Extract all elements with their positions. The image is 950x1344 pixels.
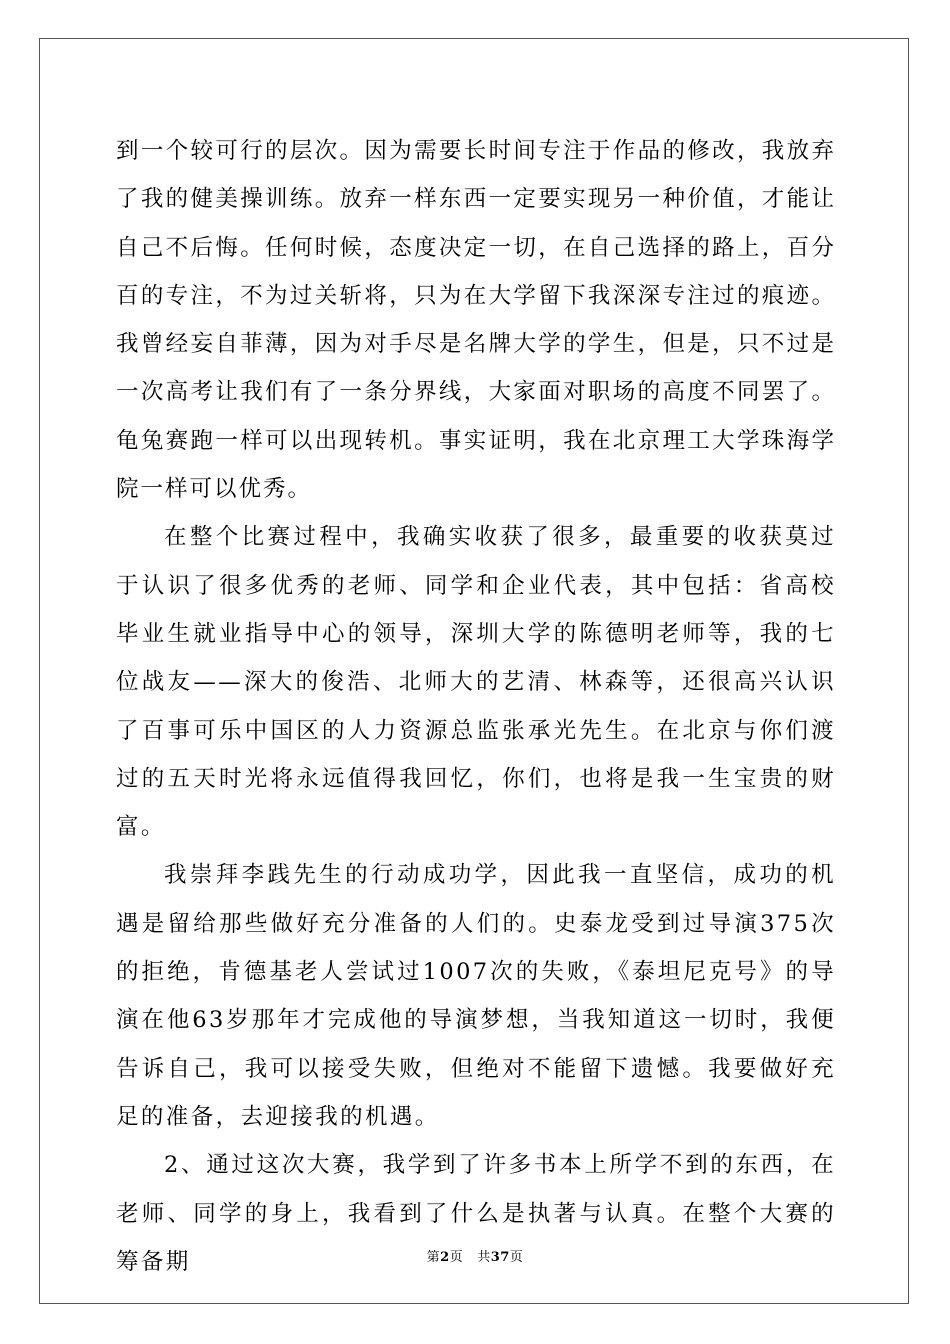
total-pages: 37 xyxy=(490,1250,510,1265)
paragraph-4: 2、通过这次大赛，我学到了许多书本上所学不到的东西，在老师、同学的身上，我看到了什么是执著与认真。在整个大赛的筹备期 xyxy=(116,1152,836,1275)
document-body xyxy=(116,127,836,1286)
total-prefix: 共 xyxy=(477,1250,491,1265)
paragraph-2: 在整个比赛过程中，我确实收获了很多，最重要的收获莫过于认识了很多优秀的老师、同学和企业代表，其中包括：省高校毕业生就业指导中心的领导，深圳大学的陈德明老师等，我的七位战友——深大的俊浩、北师大的艺清、林森等，还很高兴认识了百事可乐中国区的人力资源总监张承光先生。在北京与你们渡过的五天时光将永远值得我回忆，你们，也将是我一生宝贵的财富。 xyxy=(116,524,836,841)
page-number: 2 xyxy=(440,1250,450,1265)
page-suffix: 页 xyxy=(449,1250,464,1265)
total-suffix: 页 xyxy=(509,1250,524,1265)
paragraph-3: 我崇拜李践先生的行动成功学，因此我一直坚信，成功的机遇是留给那些做好充分准备的人们的。史泰龙受到过导演375次的拒绝，肯德基老人尝试过1007次的失败，《泰坦尼克号》的导演在他63岁那年才完成他的导演梦想，当我知道这一切时，我便告诉自己，我可以接受失败，但绝对不能留下遗憾。我要做好充足的准备，去迎接我的机遇。 xyxy=(116,862,836,1130)
page-prefix: 第 xyxy=(426,1250,441,1265)
paragraph-1: 到一个较可行的层次。因为需要长时间专注于作品的修改，我放弃了我的健美操训练。放弃一样东西一定要实现另一种价值，才能让自己不后悔。任何时候，态度决定一切，在自己选择的路上，百分百的专注，不为过关斩将，只为在大学留下我深深专注过的痕迹。我曾经妄自菲薄，因为对手尽是名牌大学的学生，但是，只不过是一次高考让我们有了一条分界线，大家面对职场的高度不同罢了。龟兔赛跑一样可以出现转机。事实证明，我在北京理工大学珠海学院一样可以优秀。 xyxy=(116,138,836,503)
page-footer xyxy=(0,1249,950,1267)
